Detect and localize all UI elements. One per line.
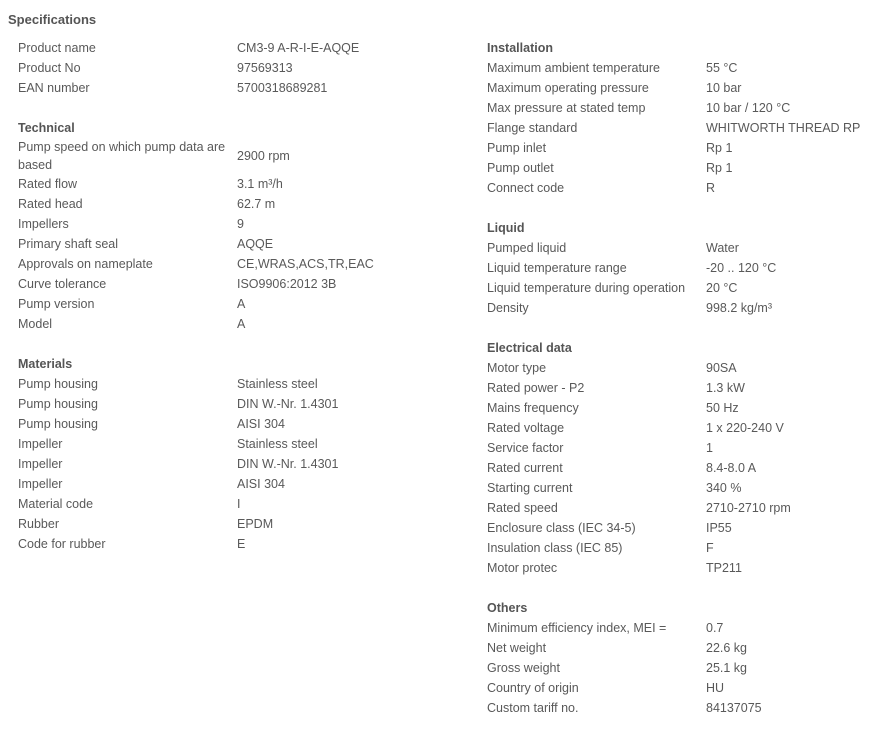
spec-value: TP211 [706,561,742,575]
spec-label: Pump version [18,297,95,311]
spec-value: CM3-9 A-R-I-E-AQQE [237,41,360,55]
spec-row [487,378,873,398]
spec-label: Flange standard [487,121,578,135]
right-column [487,38,873,738]
spec-label: Minimum efficiency index, MEI = [487,621,667,635]
spec-row [487,558,873,578]
spec-value: 9 [237,217,244,231]
spec-value: CE,WRAS,ACS,TR,EAC [237,257,374,271]
spec-label: Approvals on nameplate [18,257,153,271]
spec-label: Liquid temperature during operation [487,281,686,295]
spec-row [18,374,458,394]
spec-row [18,314,458,334]
spec-label: Net weight [487,641,547,655]
spec-row [18,78,458,98]
spec-row [18,254,458,274]
section-title: Liquid [487,221,525,235]
spec-row [487,658,873,678]
spec-value: 55 °C [706,61,738,75]
section-title: Technical [18,121,75,135]
spec-value: A [237,317,246,331]
spec-label: Rated voltage [487,421,565,435]
spec-row [487,478,873,498]
spec-row [18,394,458,414]
spec-label: Pumped liquid [487,241,567,255]
spec-row [487,178,873,198]
spec-value: R [706,181,716,195]
spec-value: Stainless steel [237,377,318,391]
spec-label: Rated flow [18,177,78,191]
liquid-section [487,218,873,318]
spec-value: 3.1 m³/h [237,177,283,191]
spec-value: Rp 1 [706,141,733,155]
spec-label: Rated speed [487,501,558,515]
spec-label: Country of origin [487,681,579,695]
spec-label: Pump housing [18,397,98,411]
spec-label: Insulation class (IEC 85) [487,541,623,555]
spec-row [18,414,458,434]
spec-label: Custom tariff no. [487,701,579,715]
spec-row [18,494,458,514]
spec-value: AISI 304 [237,417,285,431]
spec-value: HU [706,681,725,695]
spec-label: Gross weight [487,661,560,675]
spec-value: -20 .. 120 °C [706,261,777,275]
spec-value: 25.1 kg [706,661,748,675]
spec-value: IP55 [706,521,732,535]
spec-label: Pump outlet [487,161,554,175]
spec-row [487,458,873,478]
spec-value: 22.6 kg [706,641,748,655]
spec-row [18,434,458,454]
spec-row [487,278,873,298]
spec-label: Impeller [18,457,63,471]
spec-label: Curve tolerance [18,277,107,291]
spec-row [18,58,458,78]
spec-label: Maximum operating pressure [487,81,649,95]
spec-label: Material code [18,497,94,511]
spec-label: Impellers [18,217,69,231]
spec-label: Liquid temperature range [487,261,627,275]
spec-label: Rubber [18,517,59,531]
spec-label: Impeller [18,477,63,491]
spec-value: E [237,537,246,551]
spec-label: EAN number [18,81,90,95]
spec-value: 1 x 220-240 V [706,421,784,435]
spec-value: DIN W.-Nr. 1.4301 [237,397,339,411]
spec-row [18,174,458,194]
spec-value: 20 °C [706,281,738,295]
spec-row [487,538,873,558]
general-section [18,38,458,98]
spec-value: 84137075 [706,701,762,715]
spec-label: Service factor [487,441,564,455]
spec-label: Rated power - P2 [487,381,585,395]
spec-row [18,38,458,58]
section-title: Electrical data [487,341,572,355]
spec-value: 8.4-8.0 A [706,461,757,475]
spec-value: I [237,497,241,511]
spec-row [18,294,458,314]
spec-row [487,638,873,658]
section-title: Installation [487,41,553,55]
spec-row [487,258,873,278]
spec-label: Rated current [487,461,563,475]
spec-label: Product name [18,41,96,55]
spec-row [18,474,458,494]
spec-value: 2710-2710 rpm [706,501,791,515]
spec-value: Stainless steel [237,437,318,451]
spec-row [487,398,873,418]
spec-value: 2900 rpm [237,149,290,163]
spec-label: Code for rubber [18,537,106,551]
spec-value: 90SA [706,361,737,375]
spec-value: F [706,541,714,555]
spec-value: AISI 304 [237,477,285,491]
spec-row [487,158,873,178]
spec-value: 62.7 m [237,197,276,211]
technical-section [18,118,458,334]
spec-row [487,678,873,698]
spec-label: Density [487,301,529,315]
spec-label: Motor type [487,361,547,375]
spec-value: AQQE [237,237,274,251]
spec-value: 10 bar [706,81,742,95]
spec-row [487,138,873,158]
spec-label: Motor protec [487,561,558,575]
spec-label: Mains frequency [487,401,579,415]
spec-value: 998.2 kg/m³ [706,301,773,315]
spec-row [487,438,873,458]
spec-row [18,234,458,254]
spec-label: Connect code [487,181,565,195]
spec-row [18,454,458,474]
spec-row [18,274,458,294]
spec-row [487,418,873,438]
others-section [487,598,873,718]
spec-label: Rated head [18,197,83,211]
spec-row [18,514,458,534]
spec-value: ISO9906:2012 3B [237,277,337,291]
spec-row [487,238,873,258]
section-title: Others [487,601,528,615]
section-title: Materials [18,357,73,371]
spec-label: Pump housing [18,377,98,391]
spec-label: Impeller [18,437,63,451]
spec-row [18,194,458,214]
spec-row [487,78,873,98]
spec-value: 97569313 [237,61,293,75]
spec-label: Enclosure class (IEC 34-5) [487,521,636,535]
spec-row [487,98,873,118]
spec-value: 5700318689281 [237,81,328,95]
spec-label: Pump inlet [487,141,547,155]
spec-row [487,298,873,318]
spec-row [487,518,873,538]
spec-value: Water [706,241,739,255]
spec-value: 10 bar / 120 °C [706,101,791,115]
spec-value: 0.7 [706,621,724,635]
spec-label: Starting current [487,481,573,495]
spec-value: WHITWORTH THREAD RP [706,121,861,135]
spec-row [18,138,458,174]
spec-value: Rp 1 [706,161,733,175]
spec-value: 1.3 kW [706,381,745,395]
spec-row [487,498,873,518]
spec-value: 50 Hz [706,401,739,415]
spec-value: 1 [706,441,713,455]
spec-label: Primary shaft seal [18,237,119,251]
materials-section [18,354,458,554]
spec-row [487,58,873,78]
spec-value: A [237,297,246,311]
left-column [18,38,458,574]
spec-label: Maximum ambient temperature [487,61,660,75]
spec-label: Model [18,317,53,331]
spec-row [487,358,873,378]
spec-value: DIN W.-Nr. 1.4301 [237,457,339,471]
spec-row [487,118,873,138]
spec-label: Max pressure at stated temp [487,101,646,115]
electrical-section [487,338,873,578]
spec-value: 340 % [706,481,742,495]
spec-label: Product No [18,61,81,75]
spec-row [487,618,873,638]
spec-value: EPDM [237,517,274,531]
spec-row [18,214,458,234]
page-title: Specifications [8,12,97,27]
spec-label: Pump housing [18,417,98,431]
installation-section [487,38,873,198]
spec-row [18,534,458,554]
spec-row [487,698,873,718]
spec-label: Pump speed on which pump data are based [18,140,226,172]
